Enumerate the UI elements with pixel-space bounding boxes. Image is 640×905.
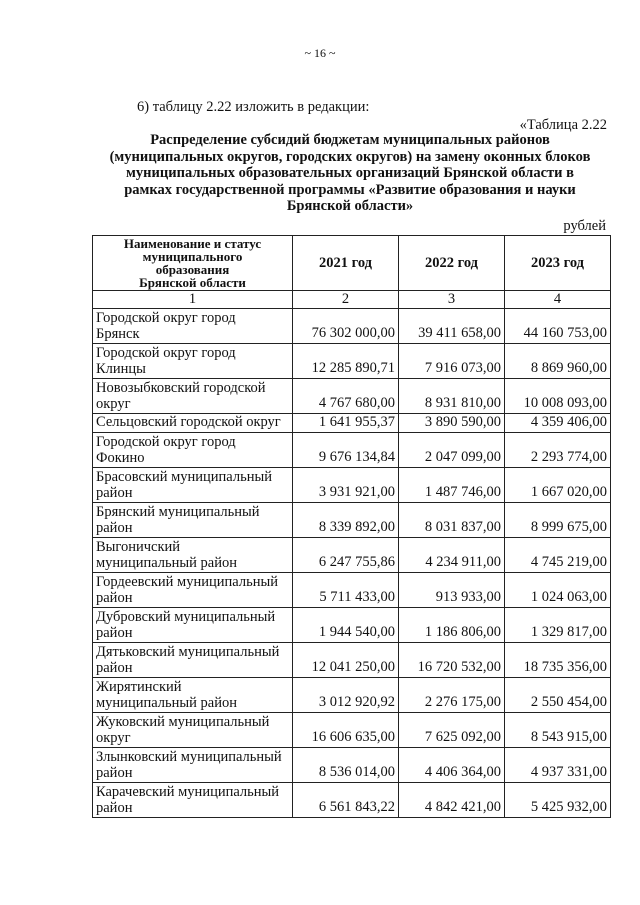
table-header-row xyxy=(93,236,611,291)
amount-2022: 4 234 911,00 xyxy=(399,538,505,573)
column-index: 1 xyxy=(93,291,293,309)
municipality-name xyxy=(93,433,293,468)
amount-2022: 4 406 364,00 xyxy=(399,748,505,783)
table-row xyxy=(93,309,611,344)
municipality-name-line: Брянск xyxy=(96,326,140,342)
table-row xyxy=(93,748,611,783)
amount-2023: 1 667 020,00 xyxy=(505,468,611,503)
amount-2021: 8 339 892,00 xyxy=(293,503,399,538)
municipality-name xyxy=(93,783,293,818)
header-line: муниципального xyxy=(142,249,243,264)
municipality-name-line: Гордеевский муниципальный xyxy=(96,574,278,590)
table-row xyxy=(93,678,611,713)
header-line: образования xyxy=(155,262,230,277)
amount-2021: 12 285 890,71 xyxy=(293,344,399,379)
amount-2023: 10 008 093,00 xyxy=(505,379,611,414)
municipality-name xyxy=(93,713,293,748)
amount-2021: 6 561 843,22 xyxy=(293,783,399,818)
amount-2023: 1 329 817,00 xyxy=(505,608,611,643)
column-index: 2 xyxy=(293,291,399,309)
amount-2021: 9 676 134,84 xyxy=(293,433,399,468)
amount-2022: 913 933,00 xyxy=(399,573,505,608)
amount-2022: 2 047 099,00 xyxy=(399,433,505,468)
municipality-name-line: Фокино xyxy=(96,450,145,466)
amount-2022: 16 720 532,00 xyxy=(399,643,505,678)
table-row xyxy=(93,414,611,433)
table-row xyxy=(93,538,611,573)
municipality-name-line: Дятьковский муниципальный xyxy=(96,644,280,660)
table-row xyxy=(93,608,611,643)
amount-2023: 44 160 753,00 xyxy=(505,309,611,344)
amount-2022: 7 625 092,00 xyxy=(399,713,505,748)
amount-2023: 1 024 063,00 xyxy=(505,573,611,608)
title-line: рамках государственной программы «Развитие образования и науки xyxy=(124,181,576,198)
municipality-name-line: район xyxy=(96,520,133,536)
municipality-name xyxy=(93,344,293,379)
amount-2022: 8 031 837,00 xyxy=(399,503,505,538)
table-row xyxy=(93,468,611,503)
title-line: Брянской области» xyxy=(286,198,414,214)
municipality-name-line: Дубровский муниципальный xyxy=(96,609,276,625)
page-number: ~ 16 ~ xyxy=(304,46,336,60)
amount-2021: 16 606 635,00 xyxy=(293,713,399,748)
header-municipality xyxy=(93,236,293,291)
municipality-name-line: Клинцы xyxy=(96,361,146,377)
municipality-name-line: муниципальный район xyxy=(96,695,237,711)
table-row xyxy=(93,344,611,379)
municipality-name xyxy=(93,468,293,503)
amount-2022: 7 916 073,00 xyxy=(399,344,505,379)
amount-2021: 3 012 920,92 xyxy=(293,678,399,713)
units-label: рублей xyxy=(563,218,606,234)
municipality-name-line: Выгоничский xyxy=(96,539,181,555)
municipality-name-line: район xyxy=(96,485,133,501)
municipality-name-line: Новозыбковский городской xyxy=(96,380,266,396)
header-2023: 2023 год xyxy=(505,236,611,291)
amount-2021: 6 247 755,86 xyxy=(293,538,399,573)
municipality-name-line: Городской округ город xyxy=(96,345,236,361)
amount-2021: 4 767 680,00 xyxy=(293,379,399,414)
municipality-name-line: Жирятинский xyxy=(96,679,182,695)
amount-2021: 1 641 955,37 xyxy=(293,414,399,433)
amount-2022: 1 186 806,00 xyxy=(399,608,505,643)
amount-2023: 8 999 675,00 xyxy=(505,503,611,538)
table-row xyxy=(93,783,611,818)
municipality-name-line: Злынковский муниципальный xyxy=(96,749,282,765)
header-line: Наименование и статус xyxy=(123,236,262,251)
amount-2021: 76 302 000,00 xyxy=(293,309,399,344)
municipality-name xyxy=(93,538,293,573)
column-index-row xyxy=(93,291,611,309)
amount-2021: 3 931 921,00 xyxy=(293,468,399,503)
amount-2022: 1 487 746,00 xyxy=(399,468,505,503)
amount-2022: 4 842 421,00 xyxy=(399,783,505,818)
subsidies-table xyxy=(92,235,611,818)
municipality-name xyxy=(93,573,293,608)
amount-2023: 4 359 406,00 xyxy=(505,414,611,433)
amount-2021: 5 711 433,00 xyxy=(293,573,399,608)
table-row xyxy=(93,573,611,608)
municipality-name xyxy=(93,678,293,713)
municipality-name-line: Брасовский муниципальный xyxy=(96,469,272,485)
municipality-name-line: Карачевский муниципальный xyxy=(96,784,280,800)
municipality-name xyxy=(93,379,293,414)
table-title xyxy=(90,132,610,215)
table-row xyxy=(93,713,611,748)
municipality-name-line: район xyxy=(96,660,133,676)
amount-2023: 8 869 960,00 xyxy=(505,344,611,379)
header-2021: 2021 год xyxy=(293,236,399,291)
municipality-name xyxy=(93,309,293,344)
amount-2022: 39 411 658,00 xyxy=(399,309,505,344)
municipality-name-line: муниципальный район xyxy=(96,555,237,571)
municipality-name-line: район xyxy=(96,590,133,606)
municipality-name-line: округ xyxy=(96,730,131,746)
municipality-name xyxy=(93,643,293,678)
title-line: Распределение субсидий бюджетам муниципальных районов xyxy=(150,132,550,148)
table-row xyxy=(93,643,611,678)
table-row xyxy=(93,433,611,468)
header-line: Брянской области xyxy=(139,275,246,290)
amount-2022: 2 276 175,00 xyxy=(399,678,505,713)
amount-2023: 2 550 454,00 xyxy=(505,678,611,713)
title-line: (муниципальных округов, городских округов) на замену оконных блоков xyxy=(109,148,591,165)
table-row xyxy=(93,503,611,538)
amount-2023: 18 735 356,00 xyxy=(505,643,611,678)
amount-2023: 8 543 915,00 xyxy=(505,713,611,748)
header-2022: 2022 год xyxy=(399,236,505,291)
municipality-name-line: Городской округ город xyxy=(96,434,236,450)
amount-2021: 1 944 540,00 xyxy=(293,608,399,643)
amount-2022: 3 890 590,00 xyxy=(399,414,505,433)
municipality-name-line: район xyxy=(96,765,133,781)
amount-2021: 8 536 014,00 xyxy=(293,748,399,783)
column-index: 4 xyxy=(505,291,611,309)
municipality-name-line: Жуковский муниципальный xyxy=(96,714,270,730)
amount-2023: 4 937 331,00 xyxy=(505,748,611,783)
amount-2023: 4 745 219,00 xyxy=(505,538,611,573)
municipality-name-line: Городской округ город xyxy=(96,310,236,326)
column-index: 3 xyxy=(399,291,505,309)
municipality-name-line: Брянский муниципальный xyxy=(96,504,260,520)
table-row xyxy=(93,379,611,414)
municipality-name xyxy=(93,503,293,538)
table-label: «Таблица 2.22 xyxy=(519,117,607,133)
amendment-intro: 6) таблицу 2.22 изложить в редакции: xyxy=(137,99,370,115)
amount-2021: 12 041 250,00 xyxy=(293,643,399,678)
municipality-name-line: район xyxy=(96,800,133,816)
amount-2023: 2 293 774,00 xyxy=(505,433,611,468)
municipality-name-line: район xyxy=(96,625,133,641)
amount-2022: 8 931 810,00 xyxy=(399,379,505,414)
municipality-name xyxy=(93,414,293,433)
municipality-name-line: Сельцовский городской округ xyxy=(96,414,281,430)
municipality-name xyxy=(93,748,293,783)
municipality-name xyxy=(93,608,293,643)
municipality-name-line: округ xyxy=(96,396,131,412)
title-line: муниципальных образовательных организаций Брянской области в xyxy=(126,165,574,181)
amount-2023: 5 425 932,00 xyxy=(505,783,611,818)
